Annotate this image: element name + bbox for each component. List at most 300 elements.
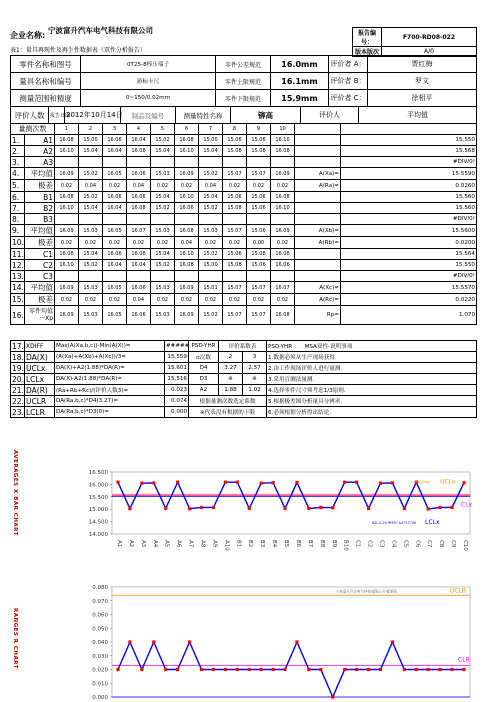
psd-cell-1: PSD-YHR — [189, 341, 219, 352]
cell-value: 16.04 — [103, 146, 127, 157]
data-point — [236, 481, 239, 484]
cell-value: 16.09 — [55, 225, 79, 237]
cell-value: 0.02 — [151, 237, 175, 249]
row-label: B1 — [25, 192, 55, 203]
cell-value — [127, 157, 151, 168]
x-tick-label: A8 — [199, 540, 206, 548]
cell-value: 0.02 — [247, 180, 271, 192]
y-tick-label: 14.500 — [88, 519, 108, 526]
cell-value: 16.05 — [103, 225, 127, 237]
stats-value: 0.000 — [165, 407, 189, 418]
cell-value: 15.06 — [223, 249, 247, 260]
plot-frame — [112, 587, 470, 697]
row-no: 15. — [12, 295, 24, 304]
row-label: B3 — [25, 214, 55, 225]
data-point — [164, 507, 167, 510]
result-value: 0.0200 — [341, 237, 477, 249]
data-point — [462, 668, 465, 671]
result-value: 1.070 — [341, 306, 477, 325]
cell-value — [79, 157, 103, 168]
cell-value — [223, 214, 247, 225]
cell-value — [103, 214, 127, 225]
cell-value — [103, 271, 127, 282]
cell-value: 16.06 — [103, 135, 127, 146]
xdiff-label: XDIFF — [25, 341, 55, 352]
data-point — [439, 506, 442, 509]
cell-value: 15.03 — [79, 225, 103, 237]
stats-row — [11, 374, 477, 385]
measure-row — [11, 146, 477, 157]
data-point — [427, 668, 430, 671]
cell-value: 16.10 — [175, 249, 199, 260]
cell-value — [175, 157, 199, 168]
data-point — [331, 695, 334, 698]
part-no-3: 3 — [103, 124, 127, 135]
cell-value: 16.04 — [103, 260, 127, 271]
y-tick-label: 16.000 — [88, 482, 108, 489]
cell-value: 16.10 — [55, 260, 79, 271]
part-no-8: 8 — [223, 124, 247, 135]
cell-value: 16.07 — [127, 225, 151, 237]
lsl-label: 零件下限规范 — [216, 90, 271, 107]
measure-row — [11, 168, 477, 180]
coef-n3: ※ — [243, 374, 267, 385]
cell-value — [151, 157, 175, 168]
x-tick-label: C3 — [378, 540, 385, 548]
row-label: A1 — [25, 135, 55, 146]
cell-value: 15.08 — [223, 260, 247, 271]
feature-label: 测量特性名称 — [176, 107, 231, 124]
x-tick-label: B1 — [235, 540, 242, 548]
x-tick-label: A1 — [116, 540, 122, 548]
cell-value: 0.02 — [55, 237, 79, 249]
row-label: A3 — [25, 157, 55, 168]
data-point — [403, 507, 406, 510]
form-no: F700-RD08-022 — [382, 28, 477, 47]
range-label: 测量范围和精度 — [11, 90, 81, 107]
small-caption-bottom: BZL-A-26 PR997 A473-T796 — [372, 521, 416, 525]
stats-label: UCLx — [25, 363, 55, 374]
y-tick-label: 0.040 — [92, 640, 108, 646]
cell-value: 16.09 — [175, 306, 199, 325]
instruction-note: 1.数据必须从生产现场获得. — [267, 352, 477, 363]
row-label: A2 — [25, 146, 55, 157]
info-meta-table — [10, 106, 477, 124]
data-point — [343, 481, 346, 484]
coef-n2: ※ — [219, 374, 243, 385]
cell-value: 16.06 — [127, 192, 151, 203]
cell-value — [127, 214, 151, 225]
data-point — [355, 668, 358, 671]
cell-value — [271, 157, 295, 168]
coef-n3: 2.57 — [243, 363, 267, 374]
x-tick-label: B7 — [306, 540, 313, 548]
cell-value: 15.02 — [79, 168, 103, 180]
cell-value — [271, 214, 295, 225]
cell-value: 16.08 — [127, 146, 151, 157]
row-label: 极差 — [25, 180, 55, 192]
cell-value: 16.08 — [175, 225, 199, 237]
cell-value: 15.00 — [79, 135, 103, 146]
cell-value: 16.05 — [103, 306, 127, 325]
cell-value: 16.08 — [175, 135, 199, 146]
row-no: 10. — [12, 238, 24, 247]
data-point — [248, 668, 251, 671]
measure-row — [11, 214, 477, 225]
cell-value: 15.02 — [151, 203, 175, 214]
data-point — [224, 668, 227, 671]
cell-value: 16.08 — [55, 249, 79, 260]
result-value: 15.564 — [341, 249, 477, 260]
row-no: 1. — [11, 135, 25, 146]
data-point — [343, 668, 346, 671]
ucl-label: UCLx — [440, 478, 456, 486]
y-tick-label: 15.000 — [88, 507, 108, 514]
evaluator-b-label: 评价者 B： — [329, 73, 368, 90]
cell-value: 16.04 — [127, 135, 151, 146]
cell-value — [199, 157, 223, 168]
row-no: 8. — [11, 214, 25, 225]
cell-value: 16.10 — [175, 192, 199, 203]
evaluator-a-label: 评价者 A： — [329, 56, 368, 73]
coef-key: A2 — [189, 385, 219, 396]
cell-value: 16.06 — [127, 282, 151, 294]
measure-row — [11, 180, 477, 192]
result-value: #DIV/0! — [341, 214, 477, 225]
version: A/0 — [382, 47, 477, 57]
cell-value: 0.02 — [103, 180, 127, 192]
data-point — [283, 668, 286, 671]
average-header: 平均值 — [359, 107, 477, 124]
stats-row — [11, 352, 477, 363]
stats-value: 15.559 — [165, 352, 189, 363]
stats-formula: (Ra+Rb+Rc)/(评价人数3)= — [55, 385, 165, 396]
result-label — [295, 214, 341, 225]
cell-value: 16.06 — [127, 306, 151, 325]
usl-label: 零件上限规范 — [216, 73, 271, 90]
part-no-4: 4 — [127, 124, 151, 135]
cell-value: 16.10 — [55, 146, 79, 157]
y-tick-label: 14.000 — [88, 532, 108, 538]
measure-row — [11, 157, 477, 168]
row-no: 4. — [11, 168, 25, 180]
result-label: A(Rc)= — [295, 294, 341, 306]
measure-row — [11, 306, 477, 325]
result-label: Rp= — [295, 306, 341, 325]
data-point — [367, 507, 370, 510]
cell-value: 15.07 — [223, 168, 247, 180]
data-point — [188, 507, 191, 510]
result-label — [295, 203, 341, 214]
company-label: 企业名称: — [10, 31, 46, 40]
cell-value: 16.06 — [271, 260, 295, 271]
cell-value: 0.02 — [271, 180, 295, 192]
coef-n2: 2 — [219, 352, 243, 363]
data-point — [176, 668, 179, 671]
cell-value: 0.04 — [175, 237, 199, 249]
result-value: 15.560 — [341, 192, 477, 203]
coef-note: 根据量测次数选定系数 — [189, 396, 267, 407]
cell-value: 16.08 — [271, 146, 295, 157]
cell-value: 16.06 — [175, 203, 199, 214]
part-no-6: 6 — [175, 124, 199, 135]
cell-value — [199, 214, 223, 225]
x-tick-label: B2 — [247, 540, 254, 548]
feature-value: 铆高 — [231, 107, 301, 124]
cell-value — [223, 157, 247, 168]
data-point — [152, 640, 155, 643]
result-label — [295, 271, 341, 282]
stats-value: 0.074 — [165, 396, 189, 407]
result-value: 15.5600 — [341, 225, 477, 237]
cell-value: 16.10 — [175, 146, 199, 157]
data-point — [248, 507, 251, 510]
cell-value: 16.09 — [55, 282, 79, 294]
cell-value: 15.03 — [151, 282, 175, 294]
cell-value: 0.02 — [103, 294, 127, 306]
evaluator-a: 贾红梅 — [368, 56, 477, 73]
x-tick-label: C5 — [402, 540, 409, 548]
y-tick-label: 0.030 — [92, 653, 108, 660]
cell-value: 15.04 — [151, 249, 175, 260]
lcl-label: LCLx — [425, 519, 440, 526]
result-label — [295, 260, 341, 271]
cell-value: 15.03 — [151, 225, 175, 237]
cell-value: 15.00 — [199, 260, 223, 271]
cell-value — [223, 271, 247, 282]
x-tick-label: B4 — [271, 540, 278, 548]
stats-no: 21. — [12, 385, 24, 395]
row-label: 极差 — [25, 237, 55, 249]
cell-value — [151, 214, 175, 225]
cell-value — [199, 271, 223, 282]
x-tick-label: B8 — [318, 540, 325, 548]
measure-row — [11, 249, 477, 260]
cell-value: 0.02 — [79, 294, 103, 306]
cell-value: 16.04 — [127, 260, 151, 271]
data-point — [391, 481, 394, 484]
part-no-7: 7 — [199, 124, 223, 135]
cell-value: 15.04 — [79, 203, 103, 214]
data-point — [224, 481, 227, 484]
measure-row — [11, 282, 477, 294]
report-date-label: 报告日期 — [49, 107, 65, 124]
row-label: 零件均值一Xp — [25, 306, 55, 325]
row-label: C1 — [25, 249, 55, 260]
r-chart — [0, 583, 496, 702]
row-label: 平均值 — [25, 225, 55, 237]
cell-value: 15.03 — [79, 282, 103, 294]
row-no: 12. — [12, 260, 24, 270]
cell-value: 15.04 — [199, 192, 223, 203]
spec-value: 16.0mm — [271, 56, 329, 73]
cell-value — [271, 271, 295, 282]
x-tick-label: B3 — [259, 540, 266, 548]
row-label: C3 — [25, 271, 55, 282]
count-label: 量测次数 — [11, 124, 55, 135]
cell-value: 0.02 — [223, 237, 247, 249]
result-label — [295, 157, 341, 168]
cell-value — [151, 271, 175, 282]
result-value: #DIV/0! — [341, 271, 477, 282]
xbar-chart-title: AVERAGES X BAR CHART — [12, 450, 18, 536]
cell-value: 16.06 — [103, 249, 127, 260]
gauge-label: 量具名称和编号 — [11, 73, 81, 90]
cell-value: 0.02 — [199, 237, 223, 249]
cell-value: 15.02 — [199, 203, 223, 214]
data-point — [283, 507, 286, 510]
x-tick-label: A10 — [223, 540, 230, 551]
cell-value: 15.07 — [223, 225, 247, 237]
cell-value: 16.09 — [175, 168, 199, 180]
cell-value — [247, 214, 271, 225]
y-tick-label: 0.060 — [92, 612, 108, 619]
data-point — [427, 507, 430, 510]
data-point — [260, 482, 263, 485]
x-tick-label: C2 — [366, 540, 373, 548]
data-point — [260, 668, 263, 671]
x-tick-label: A9 — [211, 540, 218, 548]
data-point — [439, 668, 442, 671]
result-value: #DIV/0! — [341, 157, 477, 168]
cell-value: 0.02 — [175, 294, 199, 306]
row-no: 5. — [11, 180, 25, 192]
stats-no: 20. — [12, 374, 24, 384]
x-tick-label: B9 — [330, 540, 337, 548]
cell-value — [247, 271, 271, 282]
cl-label: CLR — [458, 656, 470, 664]
data-point — [379, 482, 382, 485]
cell-value — [103, 157, 127, 168]
cell-value: 15.02 — [199, 168, 223, 180]
x-tick-label: B5 — [283, 540, 290, 548]
stats-no: 18. — [12, 352, 24, 362]
data-point — [128, 507, 131, 510]
result-value: 0.0260 — [341, 180, 477, 192]
stats-label: DA(R) — [25, 385, 55, 396]
lsl-value: 15.9mm — [271, 90, 329, 107]
data-point — [450, 668, 453, 671]
xdiff-value: ##### — [165, 341, 189, 352]
result-label: A(Xb)= — [295, 225, 341, 237]
cell-value: 15.07 — [223, 306, 247, 325]
y-tick-label: 0.020 — [92, 667, 108, 674]
cell-value: 0.02 — [271, 237, 295, 249]
evaluator-b: 罗文 — [368, 73, 477, 90]
coef-n3: 3 — [243, 352, 267, 363]
row-no: 6. — [11, 192, 25, 203]
ucl-label: UCLR — [450, 587, 467, 595]
stats-no: 19. — [12, 363, 24, 373]
stats-value: 15.601 — [165, 363, 189, 374]
result-label: A(Rb)= — [295, 237, 341, 249]
result-value: 15.568 — [341, 146, 477, 157]
x-tick-label: A6 — [175, 540, 182, 548]
cell-value: 15.02 — [151, 260, 175, 271]
measure-row — [11, 203, 477, 214]
data-point — [319, 668, 322, 671]
stats-row — [11, 396, 477, 407]
evaluator-c: 徐相平 — [368, 90, 477, 107]
data-point — [176, 481, 179, 484]
cell-value: 15.03 — [151, 306, 175, 325]
stats-row — [11, 407, 477, 418]
coef-key: D3 — [189, 374, 219, 385]
cell-value: 0.02 — [175, 180, 199, 192]
data-point — [462, 481, 465, 484]
data-point — [164, 668, 167, 671]
gauge-value: 游标卡尺 — [81, 73, 216, 90]
y-tick-label: 0.080 — [92, 585, 108, 591]
row-no: 2. — [11, 146, 25, 157]
cell-value: 0.02 — [223, 294, 247, 306]
result-value: 15.560 — [341, 203, 477, 214]
measure-row — [11, 135, 477, 146]
cell-value: 16.10 — [271, 203, 295, 214]
cell-value: 0.02 — [247, 294, 271, 306]
coef-n3: 1.02 — [243, 385, 267, 396]
cell-value: 0.00 — [247, 237, 271, 249]
data-point — [212, 506, 215, 509]
usl-value: 16.1mm — [271, 73, 329, 90]
data-point — [128, 640, 131, 643]
row-label: B2 — [25, 203, 55, 214]
cell-value: 15.03 — [79, 306, 103, 325]
y-tick-label: 0.010 — [92, 681, 108, 688]
x-tick-label: C4 — [390, 540, 397, 548]
row-no: 9. — [11, 225, 25, 237]
cell-value: 0.02 — [151, 294, 175, 306]
cell-value: 16.06 — [103, 192, 127, 203]
cell-value: 15.08 — [247, 146, 271, 157]
cell-value: 0.02 — [151, 180, 175, 192]
cell-value: 16.08 — [175, 260, 199, 271]
coef-table-label: 评价系数表 — [219, 341, 267, 352]
measure-row — [11, 192, 477, 203]
cell-value — [247, 157, 271, 168]
cell-value: 0.04 — [127, 180, 151, 192]
data-point — [140, 668, 143, 671]
cell-value: 15.04 — [151, 192, 175, 203]
xbar-chart — [0, 466, 496, 578]
part-no-2: 2 — [79, 124, 103, 135]
data-point — [116, 481, 119, 484]
coef-n2: 1.88 — [219, 385, 243, 396]
cell-value: 15.08 — [223, 203, 247, 214]
cell-value: 15.06 — [247, 225, 271, 237]
notes-title: MSA双性-说明事项 — [304, 344, 353, 350]
cell-value: 16.09 — [55, 168, 79, 180]
cell-value: 15.06 — [247, 260, 271, 271]
data-point — [140, 482, 143, 485]
x-tick-label: C1 — [354, 540, 361, 548]
cell-value: 15.07 — [223, 282, 247, 294]
instruction-note: 5.根据极差图分析量具分辨率. — [267, 396, 477, 407]
cell-value: 16.05 — [103, 168, 127, 180]
cell-value: 0.04 — [79, 180, 103, 192]
data-point — [295, 640, 298, 643]
x-tick-label: B10 — [342, 540, 349, 551]
cell-value: 16.08 — [271, 192, 295, 203]
stats-value: 15.516 — [165, 374, 189, 385]
cell-value: 0.04 — [127, 294, 151, 306]
row-no: 7. — [11, 203, 25, 214]
cell-value: 15.04 — [79, 146, 103, 157]
data-point — [355, 481, 358, 484]
x-tick-label: B6 — [294, 540, 301, 548]
cell-value: 16.08 — [127, 203, 151, 214]
data-point — [272, 481, 275, 484]
